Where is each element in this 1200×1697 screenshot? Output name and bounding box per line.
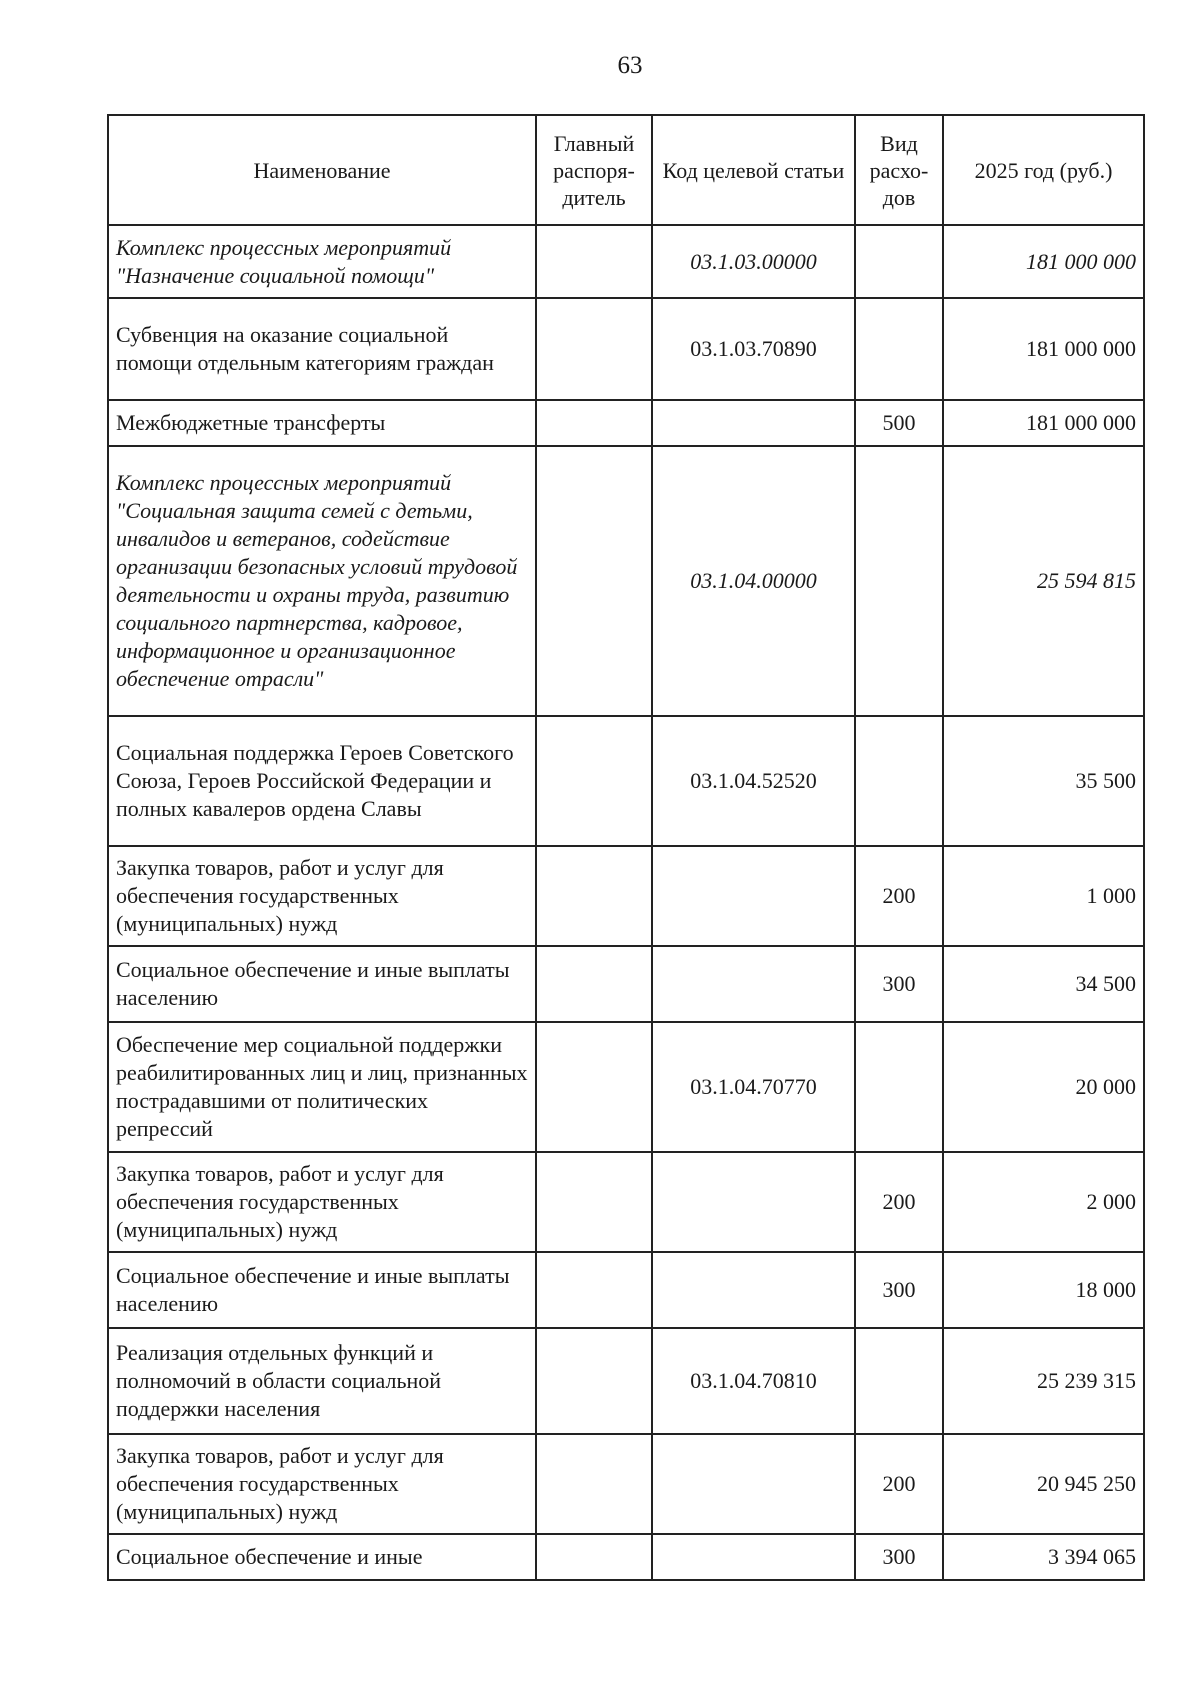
row-main-manager-cell [536, 400, 652, 446]
row-name-cell: Закупка товаров, работ и услуг для обеспечения государственных (муниципальных) нужд [108, 1434, 536, 1534]
row-expense-type-cell [855, 225, 943, 298]
row-main-manager-cell [536, 846, 652, 946]
header-target-code: Код целевой статьи [652, 115, 855, 225]
row-amount-cell: 18 000 [943, 1252, 1144, 1328]
row-amount-cell: 181 000 000 [943, 400, 1144, 446]
row-main-manager-cell [536, 1252, 652, 1328]
row-main-manager-cell [536, 1022, 652, 1152]
row-expense-type-cell [855, 446, 943, 716]
row-amount-cell: 181 000 000 [943, 225, 1144, 298]
table-row [108, 1252, 1144, 1328]
row-name-cell: Межбюджетные трансферты [108, 400, 536, 446]
row-target-code-cell [652, 1252, 855, 1328]
row-main-manager-cell [536, 1434, 652, 1534]
row-amount-cell: 1 000 [943, 846, 1144, 946]
row-name-cell: Социальное обеспечение и иные [108, 1534, 536, 1580]
table-row [108, 1152, 1144, 1252]
header-amount-2025: 2025 год (руб.) [943, 115, 1144, 225]
row-amount-cell: 2 000 [943, 1152, 1144, 1252]
page-number: 63 [617, 52, 643, 79]
table-row [108, 716, 1144, 846]
table-row [108, 446, 1144, 716]
row-target-code-cell [652, 846, 855, 946]
row-target-code-cell [652, 1152, 855, 1252]
row-amount-cell: 35 500 [943, 716, 1144, 846]
row-name-cell: Социальное обеспечение и иные выплаты населению [108, 1252, 536, 1328]
row-name-cell: Комплекс процессных мероприятий "Социальная защита семей с детьми, инвалидов и ветеранов, содействие организации безопасных условий трудовой деятельности и охраны труда, развитию социального партнерства, кадровое, информационное и организационное обеспечение отрасли" [108, 446, 536, 716]
row-expense-type-cell [855, 1022, 943, 1152]
row-target-code-cell [652, 1534, 855, 1580]
row-amount-cell: 3 394 065 [943, 1534, 1144, 1580]
row-expense-type-cell: 200 [855, 1434, 943, 1534]
row-name-cell: Социальная поддержка Героев Советского Союза, Героев Российской Федерации и полных кавалеров ордена Славы [108, 716, 536, 846]
row-expense-type-cell: 300 [855, 1534, 943, 1580]
row-expense-type-cell: 500 [855, 400, 943, 446]
table-row [108, 1434, 1144, 1534]
header-main-manager: Главный распоря-дитель [536, 115, 652, 225]
row-amount-cell: 25 594 815 [943, 446, 1144, 716]
header-expense-type: Вид расхо-дов [855, 115, 943, 225]
row-expense-type-cell [855, 1328, 943, 1434]
row-target-code-cell [652, 946, 855, 1022]
row-target-code-cell: 03.1.04.70770 [652, 1022, 855, 1152]
row-amount-cell: 181 000 000 [943, 298, 1144, 400]
header-name: Наименование [108, 115, 536, 225]
row-target-code-cell: 03.1.04.00000 [652, 446, 855, 716]
row-amount-cell: 20 945 250 [943, 1434, 1144, 1534]
row-main-manager-cell [536, 1534, 652, 1580]
row-amount-cell: 25 239 315 [943, 1328, 1144, 1434]
table-row [108, 946, 1144, 1022]
row-expense-type-cell: 300 [855, 946, 943, 1022]
row-main-manager-cell [536, 1328, 652, 1434]
table-row [108, 1534, 1144, 1580]
table-header-row [108, 115, 1144, 225]
row-amount-cell: 34 500 [943, 946, 1144, 1022]
row-expense-type-cell: 300 [855, 1252, 943, 1328]
row-target-code-cell: 03.1.04.52520 [652, 716, 855, 846]
table-row [108, 400, 1144, 446]
row-name-cell: Закупка товаров, работ и услуг для обеспечения государственных (муниципальных) нужд [108, 1152, 536, 1252]
row-main-manager-cell [536, 298, 652, 400]
row-name-cell: Реализация отдельных функций и полномочий в области социальной поддержки населения [108, 1328, 536, 1434]
table-row [108, 1328, 1144, 1434]
row-target-code-cell: 03.1.03.00000 [652, 225, 855, 298]
row-name-cell: Комплекс процессных мероприятий "Назначение социальной помощи" [108, 225, 536, 298]
row-expense-type-cell: 200 [855, 846, 943, 946]
table-row [108, 846, 1144, 946]
row-main-manager-cell [536, 225, 652, 298]
row-name-cell: Субвенция на оказание социальной помощи отдельным категориям граждан [108, 298, 536, 400]
table-row [108, 298, 1144, 400]
table-row [108, 1022, 1144, 1152]
row-main-manager-cell [536, 716, 652, 846]
row-target-code-cell [652, 400, 855, 446]
budget-table [107, 114, 1145, 1581]
row-target-code-cell: 03.1.03.70890 [652, 298, 855, 400]
table-row [108, 225, 1144, 298]
row-target-code-cell [652, 1434, 855, 1534]
row-name-cell: Закупка товаров, работ и услуг для обеспечения государственных (муниципальных) нужд [108, 846, 536, 946]
row-expense-type-cell: 200 [855, 1152, 943, 1252]
row-name-cell: Обеспечение мер социальной поддержки реабилитированных лиц и лиц, признанных пострадавшими от политических репрессий [108, 1022, 536, 1152]
row-target-code-cell: 03.1.04.70810 [652, 1328, 855, 1434]
row-name-cell: Социальное обеспечение и иные выплаты населению [108, 946, 536, 1022]
row-main-manager-cell [536, 946, 652, 1022]
row-expense-type-cell [855, 298, 943, 400]
row-amount-cell: 20 000 [943, 1022, 1144, 1152]
row-main-manager-cell [536, 446, 652, 716]
row-main-manager-cell [536, 1152, 652, 1252]
row-expense-type-cell [855, 716, 943, 846]
